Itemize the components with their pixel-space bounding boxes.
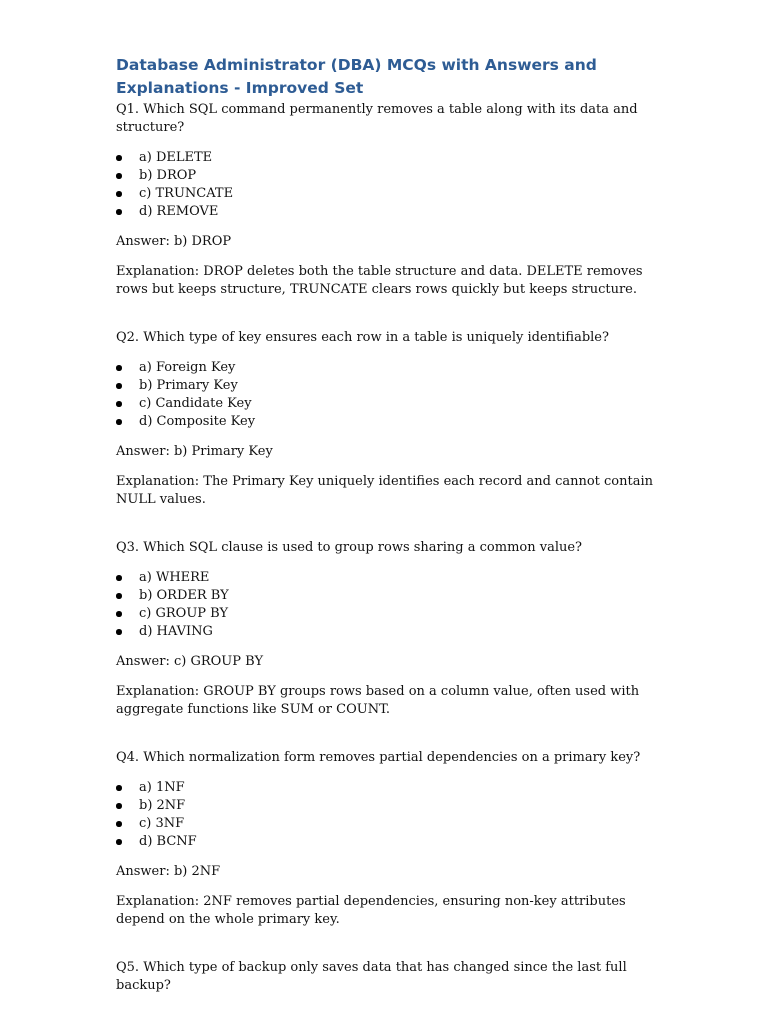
option-label: d) HAVING: [139, 624, 213, 639]
document-page: [116, 54, 656, 1007]
explanation-text: Explanation: DROP deletes both the table structure and data. DELETE removes rows but keeps structure, TRUNCATE clears rows quickly but keeps structure.: [116, 264, 643, 297]
option-label: d) BCNF: [139, 834, 197, 849]
option-label: c) 3NF: [139, 816, 185, 831]
question-text: Q2. Which type of key ensures each row in a table is uniquely identifiable?: [116, 330, 609, 345]
bullet-icon: [116, 191, 122, 197]
page-title: Database Administrator (DBA) MCQs with Answers and Explanations - Improved Set: [116, 56, 597, 97]
question-text: Q4. Which normalization form removes partial dependencies on a primary key?: [116, 750, 641, 765]
option-label: a) Foreign Key: [139, 360, 236, 375]
option-item: [116, 167, 656, 185]
question-text: Q5. Which type of backup only saves data that has changed since the last full backup?: [116, 960, 627, 993]
option-item: [116, 815, 656, 833]
option-item: [116, 395, 656, 413]
options-list: [116, 569, 656, 641]
option-item: [116, 797, 656, 815]
option-item: [116, 605, 656, 623]
explanation-text: Explanation: 2NF removes partial dependencies, ensuring non-key attributes depend on the whole primary key.: [116, 894, 626, 927]
bullet-icon: [116, 629, 122, 635]
question-3: [116, 539, 656, 719]
option-label: b) 2NF: [139, 798, 186, 813]
explanation-text: Explanation: GROUP BY groups rows based on a column value, often used with aggregate functions like SUM or COUNT.: [116, 684, 640, 717]
option-label: c) TRUNCATE: [139, 186, 234, 201]
bullet-icon: [116, 365, 122, 371]
bullet-icon: [116, 155, 122, 161]
option-item: [116, 359, 656, 377]
option-label: a) 1NF: [139, 780, 185, 795]
bullet-icon: [116, 593, 122, 599]
bullet-icon: [116, 419, 122, 425]
option-item: [116, 377, 656, 395]
option-label: c) Candidate Key: [139, 396, 252, 411]
question-text: Q1. Which SQL command permanently removes a table along with its data and structure?: [116, 102, 638, 135]
explanation-text: Explanation: The Primary Key uniquely identifies each record and cannot contain NULL values.: [116, 474, 654, 507]
option-item: [116, 413, 656, 431]
option-item: [116, 185, 656, 203]
question-2: [116, 329, 656, 509]
answer-text: Answer: c) GROUP BY: [116, 654, 264, 669]
options-list: [116, 149, 656, 221]
option-item: [116, 203, 656, 221]
option-item: [116, 833, 656, 851]
bullet-icon: [116, 401, 122, 407]
option-item: [116, 569, 656, 587]
option-label: b) ORDER BY: [139, 588, 229, 603]
question-5: [116, 959, 656, 995]
options-list: [116, 779, 656, 851]
question-text: Q3. Which SQL clause is used to group rows sharing a common value?: [116, 540, 583, 555]
options-list: [116, 359, 656, 431]
bullet-icon: [116, 839, 122, 845]
bullet-icon: [116, 209, 122, 215]
question-1: [116, 101, 656, 299]
option-label: b) Primary Key: [139, 378, 238, 393]
bullet-icon: [116, 575, 122, 581]
option-label: c) GROUP BY: [139, 606, 229, 621]
bullet-icon: [116, 611, 122, 617]
bullet-icon: [116, 785, 122, 791]
bullet-icon: [116, 383, 122, 389]
option-label: a) DELETE: [139, 150, 213, 165]
answer-text: Answer: b) Primary Key: [116, 444, 273, 459]
option-label: a) WHERE: [139, 570, 210, 585]
option-label: d) REMOVE: [139, 204, 219, 219]
bullet-icon: [116, 821, 122, 827]
option-item: [116, 779, 656, 797]
bullet-icon: [116, 803, 122, 809]
answer-text: Answer: b) 2NF: [116, 864, 221, 879]
question-4: [116, 749, 656, 929]
option-label: b) DROP: [139, 168, 197, 183]
option-label: d) Composite Key: [139, 414, 256, 429]
option-item: [116, 587, 656, 605]
option-item: [116, 149, 656, 167]
answer-text: Answer: b) DROP: [116, 234, 232, 249]
option-item: [116, 623, 656, 641]
bullet-icon: [116, 173, 122, 179]
